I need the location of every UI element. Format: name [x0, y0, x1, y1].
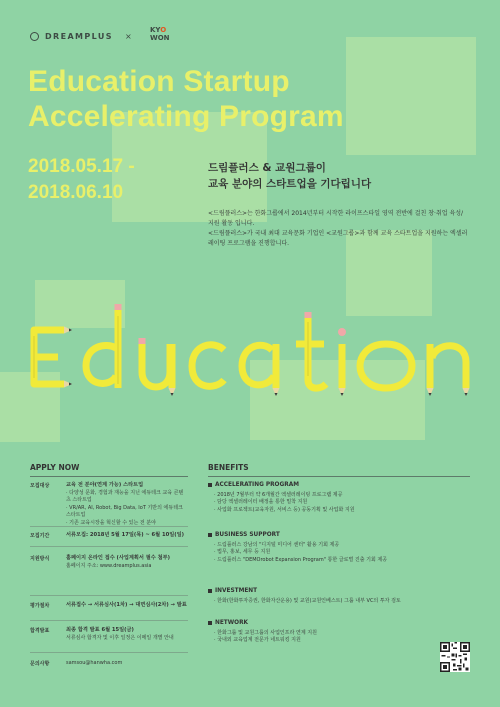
title-line-2: Accelerating Program	[28, 100, 344, 133]
kyowon-logo-bottom: WON	[150, 34, 170, 42]
row-value	[66, 482, 188, 527]
row-line: 홈페이지 온라인 접수 (사업계획서 필수 첨부)	[66, 555, 170, 561]
kyowon-logo	[150, 26, 170, 42]
benefit-title: NETWORK	[215, 620, 249, 626]
pencil-stroke	[142, 344, 170, 387]
row-value	[66, 555, 170, 570]
row-line: · 다양성 문화, 경험과 재능을 지닌 에듀테크 교육 콘텐츠 스타트업	[66, 489, 184, 503]
row-value	[66, 660, 122, 668]
benefit-group-business	[208, 532, 408, 564]
divider	[30, 526, 188, 527]
logo-bar	[30, 32, 132, 41]
benefit-title: BUSINESS SUPPORT	[215, 532, 280, 538]
row-label: 지원방식	[30, 556, 50, 562]
row-line: 서류심사 합격자 및 이후 일정은 이메일 개별 안내	[66, 634, 174, 641]
square-bullet-icon	[208, 533, 212, 537]
benefit-item: · 한화(한화투자증권, 한화자산운용) 및 교원(교원인베스트) 그룹 내부 VC의 투자 검토	[214, 597, 401, 604]
education-pencil-lettering	[20, 302, 482, 402]
row-line: 교육 전 분야(연계 가능) 스타트업	[66, 482, 144, 488]
row-line: · 기존 교육시장을 혁신할 수 있는 전 분야	[66, 519, 156, 526]
logo-separator: ×	[124, 32, 132, 41]
kyowon-logo-top: KY	[150, 26, 161, 34]
apply-row-process	[30, 602, 188, 614]
title-line-1: Education Startup	[28, 65, 290, 98]
qr-code-icon[interactable]	[440, 642, 470, 672]
pencil-stroke	[242, 345, 274, 385]
pencil-stroke	[360, 344, 412, 388]
benefit-item: · 한화그룹 및 교원그룹의 사업인프라 연계 지원	[214, 629, 317, 636]
square-bullet-icon	[208, 621, 212, 625]
row-label: 합격발표	[30, 628, 50, 634]
row-label: 모집대상	[30, 483, 50, 489]
apply-row-contact	[30, 660, 188, 670]
program-title	[28, 64, 344, 134]
benefit-group-network	[208, 620, 408, 645]
pencil-stroke	[308, 318, 326, 388]
benefit-item: · 담당 엑셀러레이터 배정을 통한 밀착 지원	[214, 499, 308, 505]
contact-email-link[interactable]: samsou@hanwha.com	[66, 660, 123, 666]
benefits-heading: BENEFITS	[208, 463, 249, 472]
row-line: 최종 합격 발표 6월 15일(금)	[66, 627, 134, 633]
benefit-title: ACCELERATING PROGRAM	[215, 482, 299, 488]
dreamplus-logo-icon	[30, 32, 39, 41]
row-value	[66, 602, 187, 610]
kyowon-logo-o: O	[160, 26, 167, 34]
pencil-stroke	[432, 346, 466, 388]
apply-row-period	[30, 532, 188, 544]
row-label: 문의사항	[30, 661, 50, 667]
apply-row-method	[30, 555, 188, 573]
benefit-group-accelerating	[208, 482, 408, 514]
pencil-stroke	[192, 345, 224, 386]
benefit-item: · 법무, 홍보, 세무 등 지원	[214, 549, 271, 555]
row-value	[66, 532, 184, 540]
row-line: · VR/AR, AI, Robot, Big Data, IoT 기반의 에듀테크 스타트업	[66, 504, 183, 518]
square-bullet-icon	[208, 589, 212, 593]
benefit-item: · 드림플러스 강남의 "디지털 미디어 센터" 활용 기회 제공	[214, 541, 340, 548]
apply-row-result	[30, 627, 188, 645]
program-dates	[28, 154, 135, 206]
divider	[30, 620, 188, 621]
pencil-stroke	[86, 345, 116, 383]
description-paragraph-1: <드림플러스>는 한화그룹에서 2014년부터 시작한 라이프스타일 영역 전반에 걸친 창·취업 육성/지원 활동 입니다.	[208, 210, 464, 227]
row-value	[66, 627, 174, 642]
apply-now-heading: APPLY NOW	[30, 463, 80, 472]
description-paragraph-2: <드림플러스>가 국내 최대 교육문화 기업인 <교원그룹>과 함께 교육 스타트업을 지원하는 엑셀러레이팅 프로그램을 진행합니다.	[208, 230, 468, 247]
benefit-item: · 2018년 7월부터 약 6개월간 엑셀러레이팅 프로그램 제공	[214, 491, 343, 498]
bg-square	[346, 37, 476, 155]
dreamplus-logo: DREAMPLUS	[45, 32, 113, 41]
benefit-group-investment	[208, 588, 408, 605]
benefit-item: · 사업화 프로젝트(교육자원, 서비스 등) 공동기획 및 사업화 지원	[214, 506, 355, 513]
headline	[208, 160, 371, 192]
divider	[30, 595, 188, 596]
benefit-item: · 드림플러스 "DEMOrobot Expansion Program" 통한 글로벌 진출 기회 제공	[214, 556, 388, 563]
square-bullet-icon	[208, 483, 212, 487]
divider	[208, 476, 470, 477]
description	[208, 209, 468, 249]
divider	[30, 476, 188, 477]
benefit-title: INVESTMENT	[215, 588, 258, 594]
headline-line-1: 드림플러스 & 교원그룹이	[208, 162, 326, 174]
row-line: 서류접수 → 서류심사(1차) → 대면심사(2차) → 발표	[66, 602, 187, 608]
row-line: 서류모집: 2018년 5월 17일(목) ~ 6월 10일(일)	[66, 532, 184, 538]
apply-row-target	[30, 482, 188, 526]
row-label: 평가절차	[30, 603, 50, 609]
divider	[30, 652, 188, 653]
row-line: 홈페이지 주소: www.dreamplus.asia	[66, 562, 152, 569]
date-end: 2018.06.10	[28, 182, 124, 203]
benefit-item: · 국내외 교육업계 전문가 네트워킹 지원	[214, 637, 301, 643]
headline-line-2: 교육 분야의 스타트업을 기다립니다	[208, 178, 372, 190]
divider	[30, 546, 188, 547]
row-label: 모집기간	[30, 533, 50, 539]
date-start: 2018.05.17 -	[28, 156, 135, 177]
